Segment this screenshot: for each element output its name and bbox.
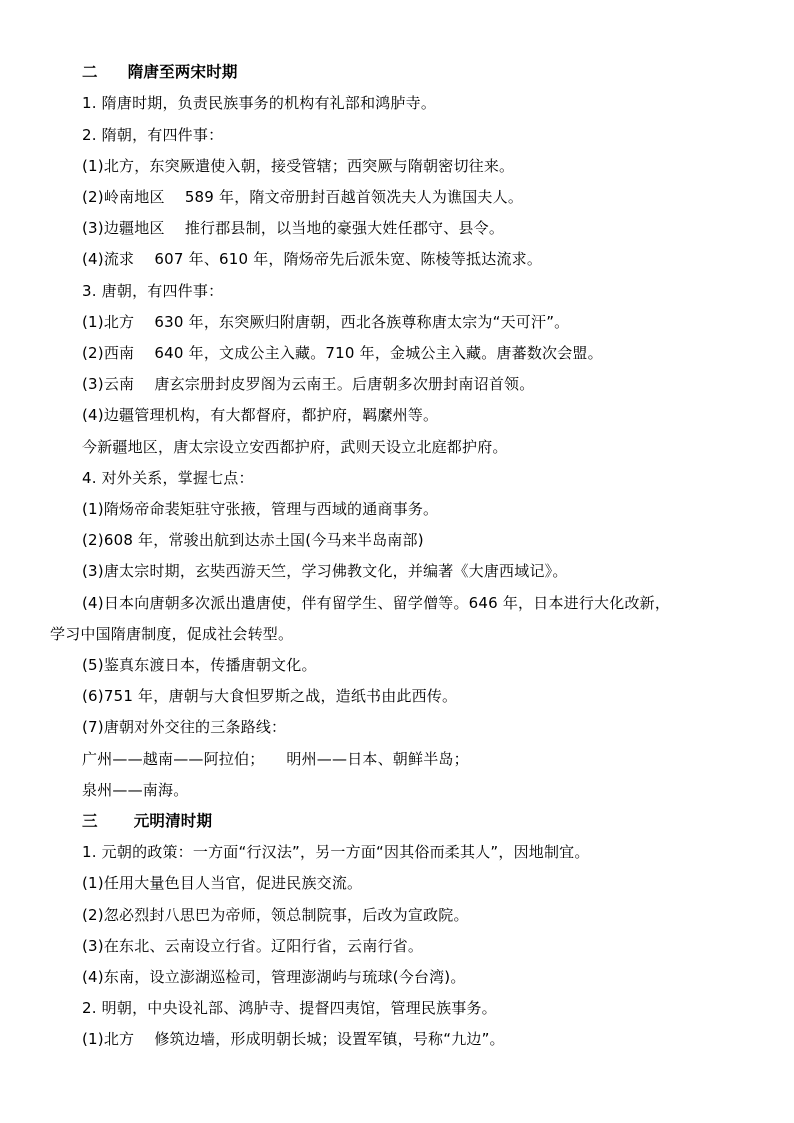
paragraph-line: (2)忽必烈封八思巴为帝师，领总制院事，后改为宣政院。 — [82, 906, 469, 924]
paragraph-line: 1. 元朝的政策：一方面“行汉法”，另一方面“因其俗而柔其人”，因地制宜。 — [82, 843, 590, 861]
paragraph-line: (1)任用大量色目人当官，促进民族交流。 — [82, 874, 363, 892]
paragraph-line: (1)北方 630 年，东突厥归附唐朝，西北各族尊称唐太宗为“天可汗”。 — [82, 313, 570, 331]
paragraph-line: (4)日本向唐朝多次派出遣唐使，伴有留学生、留学僧等。646 年，日本进行大化改新， — [82, 594, 671, 612]
paragraph-line: (2)西南 640 年，文成公主入藏。710 年，金城公主入藏。唐蕃数次会盟。 — [82, 344, 603, 362]
paragraph-line: (5)鉴真东渡日本，传播唐朝文化。 — [82, 656, 317, 674]
section-number: 三 — [82, 812, 98, 830]
paragraph-line: (1)北方，东突厥遣使入朝，接受管辖；西突厥与隋朝密切往来。 — [82, 157, 515, 175]
paragraph-line: (4)边疆管理机构，有大都督府，都护府，羁縻州等。 — [82, 406, 439, 424]
paragraph-line: (7)唐朝对外交往的三条路线： — [82, 718, 287, 736]
paragraph-line: (3)在东北、云南设立行省。辽阳行省，云南行省。 — [82, 937, 424, 955]
paragraph-line: (1)北方 修筑边墙，形成明朝长城；设置军镇，号称“九边”。 — [82, 1030, 505, 1048]
paragraph-line: 2. 明朝，中央设礼部、鸿胪寺、提督四夷馆，管理民族事务。 — [82, 999, 497, 1017]
paragraph-line: 学习中国隋唐制度，促成社会转型。 — [50, 625, 294, 643]
paragraph-line: (1)隋炀帝命裴矩驻守张掖，管理与西域的通商事务。 — [82, 500, 439, 518]
paragraph-line: (3)唐太宗时期，玄奘西游天竺，学习佛教文化，并编著《大唐西域记》。 — [82, 562, 568, 580]
paragraph-line: (2)岭南地区 589 年，隋文帝册封百越首领冼夫人为谯国夫人。 — [82, 188, 524, 206]
paragraph-line: (4)东南，设立澎湖巡检司，管理澎湖屿与琉球(今台湾)。 — [82, 968, 466, 986]
section-number: 二 — [82, 63, 98, 81]
section-title: 隋唐至两宋时期 — [127, 63, 238, 81]
paragraph-line: (3)云南 唐玄宗册封皮罗阁为云南王。后唐朝多次册封南诏首领。 — [82, 375, 535, 393]
section-title: 元明清时期 — [133, 812, 213, 830]
paragraph-line: (4)流求 607 年、610 年，隋炀帝先后派朱宽、陈棱等抵达流求。 — [82, 250, 543, 268]
route-mingzhou: 明州——日本、朝鲜半岛； — [286, 750, 469, 768]
paragraph-line: (3)边疆地区 推行郡县制，以当地的豪强大姓任郡守、县令。 — [82, 219, 505, 237]
paragraph-line: 4. 对外关系，掌握七点： — [82, 469, 254, 487]
paragraph-line: 1. 隋唐时期，负责民族事务的机构有礼部和鸿胪寺。 — [82, 94, 437, 112]
paragraph-line: 3. 唐朝，有四件事： — [82, 282, 224, 300]
route-quanzhou: 泉州——南海。 — [82, 781, 189, 799]
route-line — [82, 749, 469, 769]
paragraph-line: 今新疆地区，唐太宗设立安西都护府，武则天设立北庭都护府。 — [82, 438, 508, 456]
paragraph-line: (6)751 年，唐朝与大食怛罗斯之战，造纸书由此西传。 — [82, 687, 458, 705]
section-heading — [82, 811, 212, 831]
route-guangzhou: 广州——越南——阿拉伯； — [82, 750, 265, 768]
paragraph-line: 2. 隋朝，有四件事： — [82, 126, 224, 144]
section-heading — [82, 62, 238, 82]
paragraph-line: (2)608 年，常骏出航到达赤土国(今马来半岛南部) — [82, 531, 424, 549]
